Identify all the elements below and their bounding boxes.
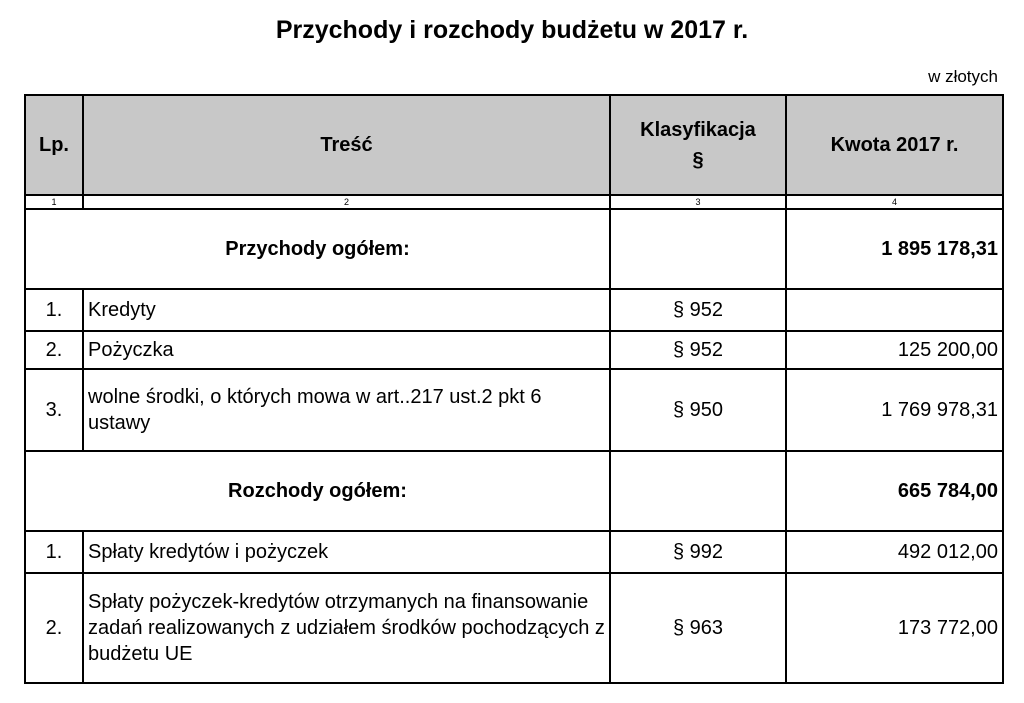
column-number: 1 <box>25 195 83 209</box>
table-header-row <box>25 95 1003 195</box>
row-klasyfikacja: § 992 <box>610 531 786 573</box>
przychody-total-value: 1 895 178,31 <box>786 209 1003 289</box>
row-kwota <box>786 289 1003 331</box>
row-tresc: wolne środki, o których mowa w art..217 ust.2 pkt 6 ustawy <box>83 369 610 451</box>
column-number: 3 <box>610 195 786 209</box>
unit-note: w złotych <box>928 67 998 86</box>
budget-table <box>24 94 1004 684</box>
row-lp: 2. <box>25 573 83 683</box>
table-row <box>25 289 1003 331</box>
row-lp: 1. <box>25 531 83 573</box>
table-row <box>25 369 1003 451</box>
header-lp: Lp. <box>25 95 83 195</box>
row-klasyfikacja: § 952 <box>610 331 786 369</box>
row-tresc: Kredyty <box>83 289 610 331</box>
rozchody-total-label: Rozchody ogółem: <box>25 451 610 531</box>
table-row <box>25 573 1003 683</box>
row-kwota: 492 012,00 <box>786 531 1003 573</box>
table-row <box>25 531 1003 573</box>
column-number: 4 <box>786 195 1003 209</box>
rozchody-total-value: 665 784,00 <box>786 451 1003 531</box>
row-tresc: Spłaty kredytów i pożyczek <box>83 531 610 573</box>
przychody-total-label: Przychody ogółem: <box>25 209 610 289</box>
column-number: 2 <box>83 195 610 209</box>
row-tresc: Spłaty pożyczek-kredytów otrzymanych na finansowanie zadań realizowanych z udziałem środków pochodzących z budżetu UE <box>83 573 610 683</box>
przychody-total-klas <box>610 209 786 289</box>
row-lp: 1. <box>25 289 83 331</box>
header-klasyfikacja-symbol: § <box>692 149 704 171</box>
row-klasyfikacja: § 950 <box>610 369 786 451</box>
row-kwota: 1 769 978,31 <box>786 369 1003 451</box>
row-kwota: 125 200,00 <box>786 331 1003 369</box>
row-kwota: 173 772,00 <box>786 573 1003 683</box>
header-klasyfikacja <box>610 95 786 195</box>
table-row <box>25 331 1003 369</box>
document-title: Przychody i rozchody budżetu w 2017 r. <box>275 16 749 44</box>
row-klasyfikacja: § 952 <box>610 289 786 331</box>
row-klasyfikacja: § 963 <box>610 573 786 683</box>
row-lp: 3. <box>25 369 83 451</box>
header-tresc: Treść <box>83 95 610 195</box>
rozchody-total-row <box>25 451 1003 531</box>
header-klasyfikacja-label: Klasyfikacja <box>640 119 756 141</box>
column-number-row <box>25 195 1003 209</box>
row-tresc: Pożyczka <box>83 331 610 369</box>
przychody-total-row <box>25 209 1003 289</box>
rozchody-total-klas <box>610 451 786 531</box>
header-kwota: Kwota 2017 r. <box>786 95 1003 195</box>
row-lp: 2. <box>25 331 83 369</box>
